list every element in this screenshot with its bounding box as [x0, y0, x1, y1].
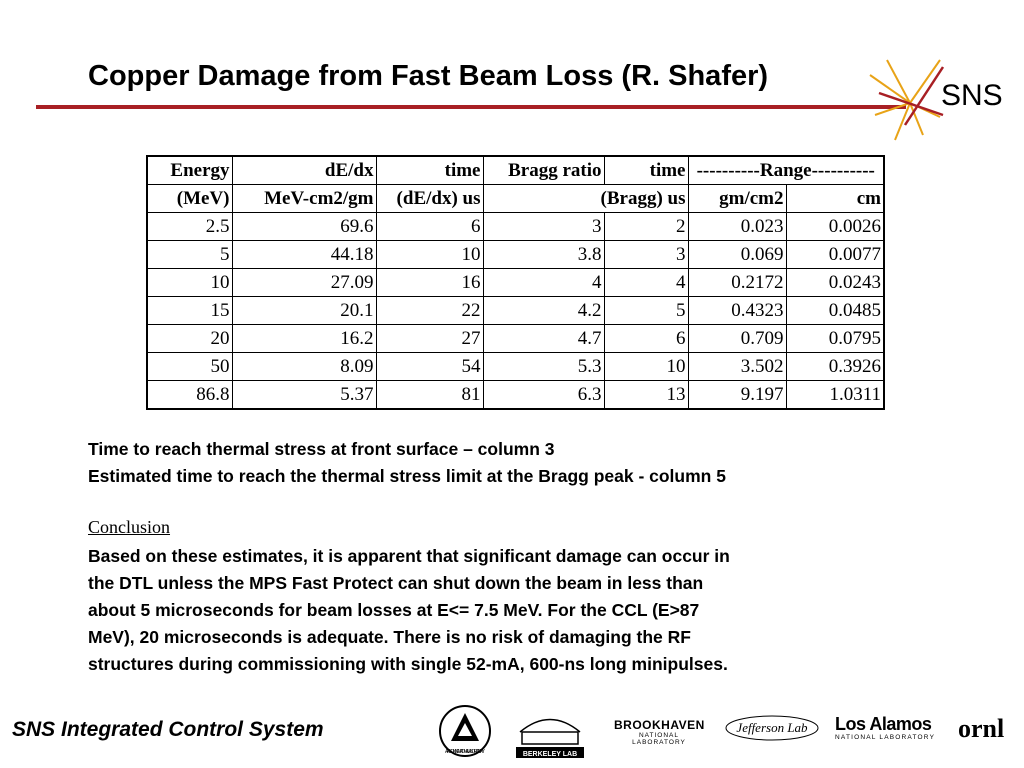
- cell-time-bragg: 10: [604, 353, 688, 381]
- svg-text:ARGONNE NATIONAL LABORATORY: ARGONNE NATIONAL LABORATORY: [445, 749, 485, 755]
- units-range-gm: gm/cm2: [688, 185, 786, 213]
- units-dedx: MeV-cm2/gm: [232, 185, 376, 213]
- berkeley-lab-logo: [510, 702, 590, 760]
- cell-range-cm: 0.0077: [786, 241, 884, 269]
- note-column-3: Time to reach thermal stress at front surface – column 3: [88, 439, 555, 459]
- cell-dedx: 20.1: [232, 297, 376, 325]
- conclusion-line: structures during commissioning with single 52-mA, 600-ns long minipulses.: [88, 654, 728, 674]
- svg-text:BERKELEY LAB: BERKELEY LAB: [522, 751, 578, 758]
- cell-time: 54: [376, 353, 483, 381]
- table-units-row: [147, 185, 884, 213]
- header-time-bragg: time: [604, 156, 688, 185]
- note-column-5: Estimated time to reach the thermal stress limit at the Bragg peak - column 5: [88, 466, 726, 486]
- table-row: [147, 241, 884, 269]
- cell-time: 22: [376, 297, 483, 325]
- table-row: [147, 213, 884, 241]
- cell-bragg-ratio: 3: [483, 213, 604, 241]
- title-underline-rule: [36, 105, 906, 109]
- cell-time: 6: [376, 213, 483, 241]
- cell-dedx: 16.2: [232, 325, 376, 353]
- cell-energy: 15: [147, 297, 232, 325]
- cell-range-gm: 9.197: [688, 381, 786, 410]
- argonne-logo: [438, 703, 492, 759]
- header-time: time: [376, 156, 483, 185]
- ornl-logo: ornl: [958, 714, 1005, 743]
- cell-dedx: 69.6: [232, 213, 376, 241]
- cell-energy: 50: [147, 353, 232, 381]
- cell-time: 10: [376, 241, 483, 269]
- conclusion-line: the DTL unless the MPS Fast Protect can shut down the beam in less than: [88, 573, 704, 593]
- cell-dedx: 8.09: [232, 353, 376, 381]
- cell-time-bragg: 13: [604, 381, 688, 410]
- header-dedx: dE/dx: [232, 156, 376, 185]
- conclusion-heading: Conclusion: [88, 517, 171, 537]
- cell-energy: 86.8: [147, 381, 232, 410]
- cell-range-gm: 0.4323: [688, 297, 786, 325]
- copper-damage-table: [146, 155, 885, 410]
- conclusion-line: about 5 microseconds for beam losses at E<= 7.5 MeV. For the CCL (E>87: [88, 600, 700, 620]
- cell-range-cm: 0.0243: [786, 269, 884, 297]
- units-time: (dE/dx) us: [376, 185, 483, 213]
- sns-logo-text: SNS: [941, 79, 1003, 112]
- cell-time-bragg: 2: [604, 213, 688, 241]
- conclusion-line: MeV), 20 microseconds is adequate. There is no risk of damaging the RF: [88, 627, 691, 647]
- sns-logo: [865, 55, 1005, 145]
- units-energy: (MeV): [147, 185, 232, 213]
- header-bragg-ratio: Bragg ratio: [483, 156, 604, 185]
- brookhaven-logo: BROOKHAVEN NATIONAL LABORATORY: [614, 718, 705, 746]
- cell-range-cm: 0.3926: [786, 353, 884, 381]
- cell-time: 27: [376, 325, 483, 353]
- cell-bragg-ratio: 4.7: [483, 325, 604, 353]
- conclusion-line: Based on these estimates, it is apparent that significant damage can occur in: [88, 546, 730, 566]
- cell-bragg-ratio: 4.2: [483, 297, 604, 325]
- cell-range-cm: 0.0485: [786, 297, 884, 325]
- jefferson-lab-logo: [722, 712, 822, 752]
- cell-dedx: 27.09: [232, 269, 376, 297]
- cell-energy: 10: [147, 269, 232, 297]
- table-header-row: [147, 156, 884, 185]
- cell-energy: 20: [147, 325, 232, 353]
- cell-range-gm: 3.502: [688, 353, 786, 381]
- table-row: [147, 353, 884, 381]
- cell-bragg-ratio: 5.3: [483, 353, 604, 381]
- cell-energy: 5: [147, 241, 232, 269]
- cell-dedx: 5.37: [232, 381, 376, 410]
- cell-range-gm: 0.709: [688, 325, 786, 353]
- table-row: [147, 325, 884, 353]
- cell-time-bragg: 5: [604, 297, 688, 325]
- cell-bragg-ratio: 3.8: [483, 241, 604, 269]
- units-range-cm: cm: [786, 185, 884, 213]
- svg-text:Jefferson Lab: Jefferson Lab: [736, 720, 808, 735]
- cell-time: 81: [376, 381, 483, 410]
- cell-range-gm: 0.069: [688, 241, 786, 269]
- table-row: [147, 269, 884, 297]
- cell-time-bragg: 6: [604, 325, 688, 353]
- cell-time-bragg: 3: [604, 241, 688, 269]
- cell-dedx: 44.18: [232, 241, 376, 269]
- table-row: [147, 381, 884, 410]
- table-row: [147, 297, 884, 325]
- header-energy: Energy: [147, 156, 232, 185]
- column-notes: [88, 436, 948, 490]
- slide-title: Copper Damage from Fast Beam Loss (R. Shafer): [88, 60, 769, 92]
- units-time-bragg: (Bragg) us: [483, 185, 688, 213]
- cell-range-gm: 0.023: [688, 213, 786, 241]
- partner-logos: [438, 700, 1018, 762]
- cell-energy: 2.5: [147, 213, 232, 241]
- conclusion-body: [88, 543, 948, 678]
- cell-range-gm: 0.2172: [688, 269, 786, 297]
- cell-time: 16: [376, 269, 483, 297]
- header-range: ----------Range----------: [688, 156, 884, 185]
- cell-range-cm: 0.0026: [786, 213, 884, 241]
- cell-bragg-ratio: 4: [483, 269, 604, 297]
- cell-range-cm: 0.0795: [786, 325, 884, 353]
- cell-bragg-ratio: 6.3: [483, 381, 604, 410]
- los-alamos-logo: Los Alamos NATIONAL LABORATORY: [835, 714, 936, 741]
- footer-title: SNS Integrated Control System: [12, 718, 324, 741]
- cell-time-bragg: 4: [604, 269, 688, 297]
- cell-range-cm: 1.0311: [786, 381, 884, 410]
